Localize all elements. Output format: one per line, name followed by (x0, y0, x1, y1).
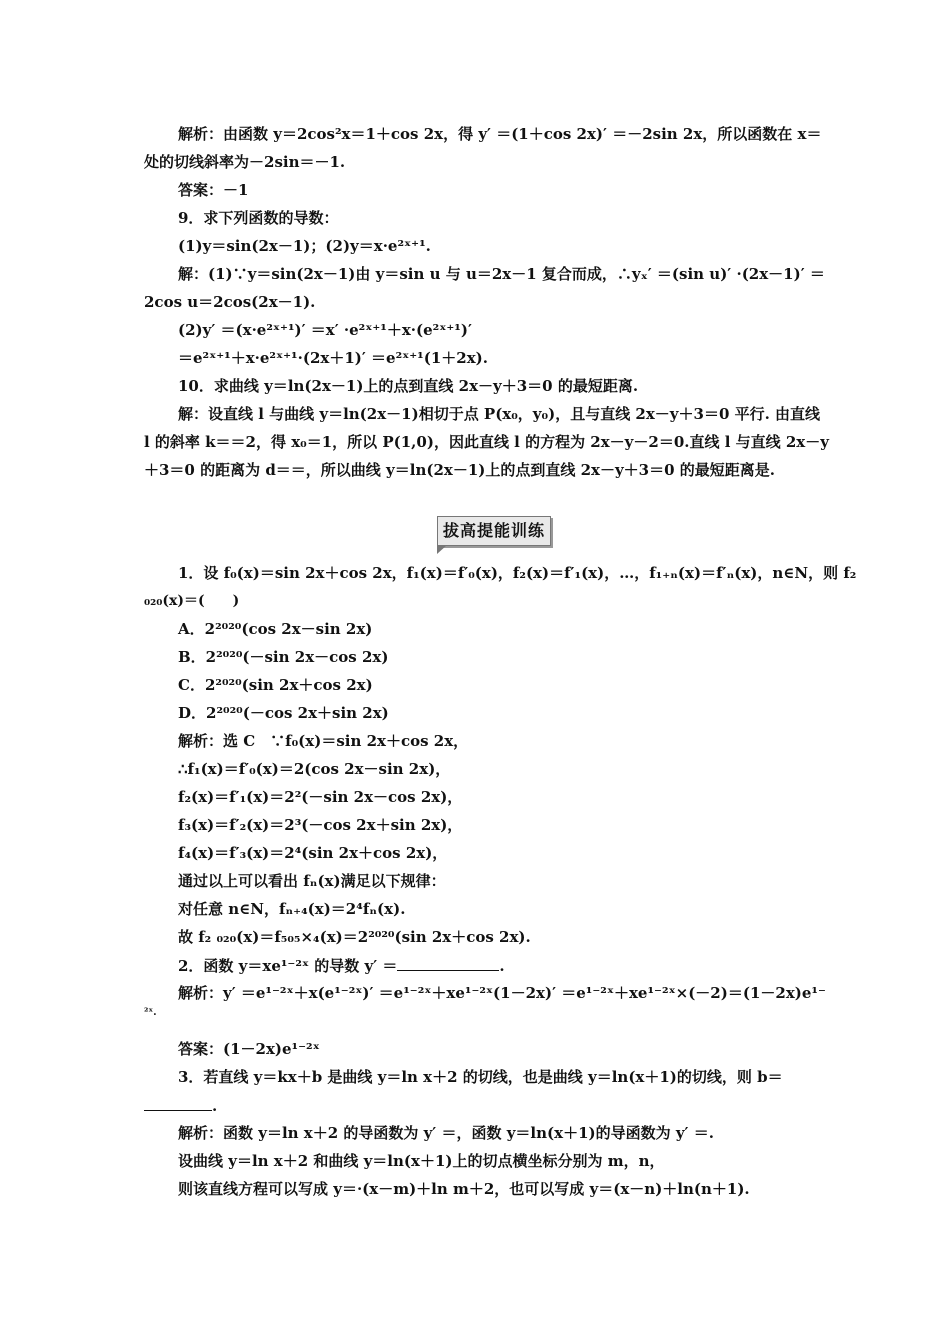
answer-line: 答案：(1－2x)e¹⁻²ˣ (178, 1040, 320, 1058)
text-line: 处的切线斜率为－2sin＝－1. (144, 153, 346, 171)
text-line: 解析：选 C ∵f₀(x)＝sin 2x＋cos 2x， (178, 732, 469, 750)
text-line: ∴f₁(x)＝f′₀(x)＝2(cos 2x－sin 2x)， (178, 760, 451, 778)
option-d: D．2²⁰²⁰(－cos 2x＋sin 2x) (178, 704, 389, 722)
text-line: f₂(x)＝f′₁(x)＝2²(－sin 2x－cos 2x)， (178, 788, 463, 806)
answer-blank (144, 1095, 212, 1111)
text-line: 解：设直线 l 与曲线 y＝ln(2x－1)相切于点 P(x₀，y₀)，且与直线 2x－y＋3＝0 平行. 由直线 (178, 405, 821, 423)
question-heading: 1．设 f₀(x)＝sin 2x＋cos 2x，f₁(x)＝f′₀(x)，f₂(x)＝f′₁(x)，…，f₁₊ₙ(x)＝f′ₙ(x)，n∈N，则 f₂ (178, 564, 857, 582)
text-line: ₀₂₀(x)＝( ) (144, 593, 240, 609)
text-line: ＝e²ˣ⁺¹＋x·e²ˣ⁺¹·(2x＋1)′ ＝e²ˣ⁺¹(1＋2x). (178, 349, 488, 367)
question-text: 2．函数 y＝xe¹⁻²ˣ 的导数 y′ ＝ (178, 957, 398, 975)
option-b: B．2²⁰²⁰(－sin 2x－cos 2x) (178, 648, 389, 666)
text-line: (2)y′ ＝(x·e²ˣ⁺¹)′ ＝x′ ·e²ˣ⁺¹＋x·(e²ˣ⁺¹)′ (178, 321, 472, 339)
answer-line: 答案：－1 (178, 181, 249, 199)
answer-blank (397, 955, 499, 971)
text-line: 对任意 n∈N，fₙ₊₄(x)＝2⁴fₙ(x). (178, 900, 406, 918)
text-line: 通过以上可以看出 fₙ(x)满足以下规律： (178, 872, 446, 890)
question-heading: 10．求曲线 y＝ln(2x－1)上的点到直线 2x－y＋3＝0 的最短距离. (178, 377, 639, 395)
section-banner-label: 拔高提能训练 (437, 516, 551, 546)
text-line: ²ˣ. (144, 1007, 157, 1018)
text-line: 解析：函数 y＝ln x＋2 的导函数为 y′ ＝，函数 y＝ln(x＋1)的导函数为 y′ ＝. (178, 1124, 714, 1142)
text-line: 设曲线 y＝ln x＋2 和曲线 y＝ln(x＋1)上的切点横坐标分别为 m，n， (178, 1152, 665, 1170)
text-line: f₃(x)＝f′₂(x)＝2³(－cos 2x＋sin 2x)， (178, 816, 463, 834)
text-line: 解析：y′ ＝e¹⁻²ˣ＋x(e¹⁻²ˣ)′ ＝e¹⁻²ˣ＋xe¹⁻²ˣ(1－2x)′ ＝e¹⁻²ˣ＋xe¹⁻²ˣ×(－2)＝(1－2x)e¹⁻ (178, 984, 826, 1002)
question-heading (178, 955, 505, 976)
text-line: 2cos u＝2cos(2x－1). (144, 293, 316, 311)
text-line: 则该直线方程可以写成 y＝·(x－m)＋ln m＋2，也可以写成 y＝(x－n)＋ln(n＋1). (178, 1180, 750, 1198)
section-banner (433, 512, 553, 546)
text-line (144, 1095, 808, 1116)
period: . (499, 957, 505, 975)
text-line: 故 f₂ ₀₂₀(x)＝f₅₀₅×₄(x)＝2²⁰²⁰(sin 2x＋cos 2x). (178, 928, 531, 946)
option-a: A．2²⁰²⁰(cos 2x－sin 2x) (178, 620, 373, 638)
banner-pointer (437, 545, 447, 554)
period: . (212, 1097, 218, 1115)
text-line: f₄(x)＝f′₃(x)＝2⁴(sin 2x＋cos 2x)， (178, 844, 448, 862)
question-heading: 9．求下列函数的导数： (178, 209, 339, 227)
text-line: 解析：由函数 y＝2cos²x＝1＋cos 2x，得 y′ ＝(1＋cos 2x)′ ＝－2sin 2x，所以函数在 x＝ (178, 125, 822, 143)
text-line: 解：(1)∵y＝sin(2x－1)由 y＝sin u 与 u＝2x－1 复合而成，∴yₓ′ ＝(sin u)′ ·(2x－1)′ ＝ (178, 265, 825, 283)
option-c: C．2²⁰²⁰(sin 2x＋cos 2x) (178, 676, 373, 694)
text-line: (1)y＝sin(2x－1)；(2)y＝x·e²ˣ⁺¹. (178, 237, 431, 255)
question-heading: 3．若直线 y＝kx＋b 是曲线 y＝ln x＋2 的切线，也是曲线 y＝ln(x＋1)的切线，则 b＝ (178, 1068, 783, 1086)
text-line: ＋3＝0 的距离为 d＝＝，所以曲线 y＝ln(2x－1)上的点到直线 2x－y＋3＝0 的最短距离是. (144, 461, 775, 479)
text-line: l 的斜率 k＝＝2，得 x₀＝1，所以 P(1,0)，因此直线 l 的方程为 2x－y－2＝0.直线 l 与直线 2x－y (144, 433, 829, 451)
